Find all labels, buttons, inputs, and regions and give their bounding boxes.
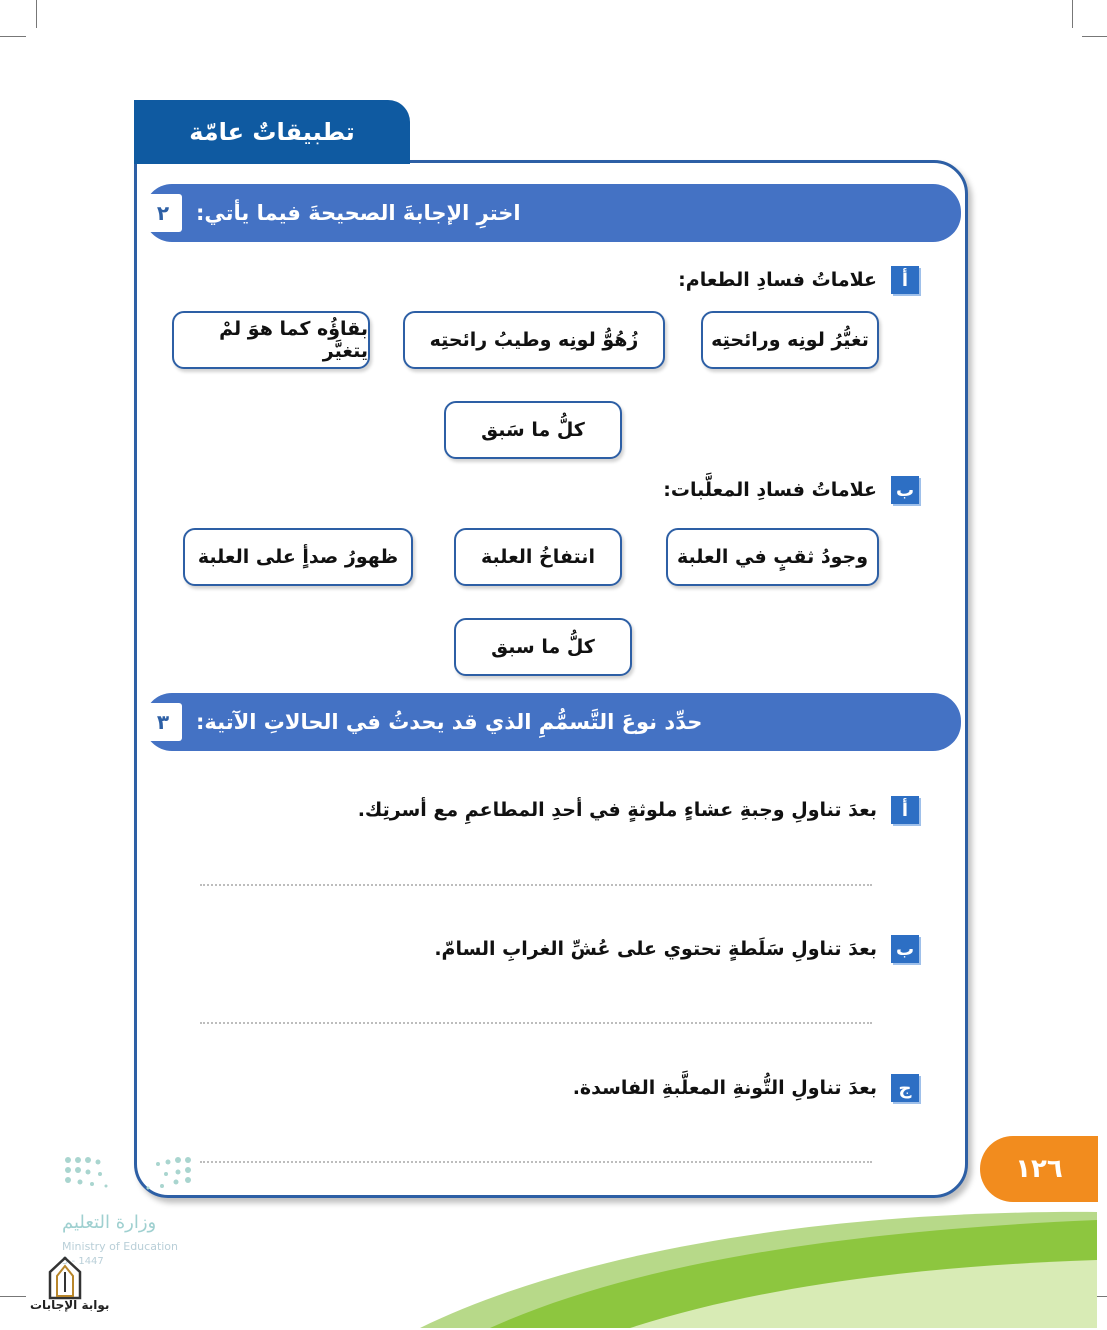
question-prompt: علاماتُ فسادِ الطعام: [678, 269, 877, 291]
question-letter: ج [891, 1074, 919, 1102]
question-a-header [678, 266, 919, 294]
answer-option[interactable] [454, 618, 632, 676]
case-text: بعدَ تناولِ وجبةِ عشاءٍ ملوثةٍ في أحدِ المطاعمِ مع أسرتِك. [357, 799, 877, 821]
option-label: كلُّ ما سَبق [481, 419, 585, 441]
case-text: بعدَ تناولِ سَلَطةٍ تحتوي على عُشِّ الغرابِ السامّ. [434, 938, 877, 960]
ministry-year: 5 - 1447 [62, 1256, 104, 1267]
tab-title-text: تطبيقاتٌ عامّة [189, 118, 355, 146]
section-instruction: اخترِ الإجابةَ الصحيحةَ فيما يأتي: [196, 201, 521, 225]
case-item [573, 1074, 919, 1102]
answer-option[interactable] [172, 311, 370, 369]
section-number: ٢ [144, 194, 182, 232]
portal-name: بوابة الإجابات [30, 1298, 110, 1312]
case-item [358, 796, 919, 824]
answer-option[interactable] [701, 311, 879, 369]
ministry-name-ar: وزارة التعليم [62, 1212, 157, 1233]
section-3-bar [144, 693, 961, 751]
answer-line[interactable] [200, 1022, 872, 1024]
answer-line[interactable] [200, 884, 872, 886]
answer-line[interactable] [200, 1161, 872, 1163]
question-letter: ب [891, 935, 919, 963]
question-prompt: علاماتُ فسادِ المعلَّبات: [663, 479, 877, 501]
crop-mark [0, 1296, 26, 1297]
page-number-badge [980, 1136, 1098, 1202]
page-number: ١٢٦ [1015, 1154, 1063, 1184]
option-label: زُهُوُّ لونِه وطيبُ رائحتِه [429, 329, 639, 351]
answer-option[interactable] [444, 401, 622, 459]
question-letter: أ [891, 796, 919, 824]
option-label: انتفاخُ العلبة [481, 546, 595, 568]
ministry-dots-icon [62, 1154, 222, 1204]
answer-option[interactable] [183, 528, 413, 586]
portal-logo-icon [44, 1256, 86, 1300]
crop-mark [36, 0, 37, 28]
page-title [134, 100, 410, 164]
case-item [434, 935, 919, 963]
answer-option[interactable] [454, 528, 622, 586]
question-letter: أ [891, 266, 919, 294]
crop-mark [1082, 36, 1107, 37]
section-instruction: حدِّد نوعَ التَّسمُّمِ الذي قد يحدثُ في الحالاتِ الآتية: [196, 710, 703, 734]
option-label: ظهورُ صدأٍ على العلبة [197, 546, 399, 568]
crop-mark [0, 36, 26, 37]
answer-option[interactable] [403, 311, 665, 369]
option-label: بقاؤُه كما هوَ لمْ يتغيَّر [219, 318, 368, 362]
option-label: تغيُّرُ لونِه ورائحتِه [711, 329, 869, 351]
option-label: كلُّ ما سبق [491, 636, 595, 658]
option-label: وجودُ ثقبٍ في العلبة [677, 546, 869, 568]
answer-option[interactable] [666, 528, 879, 586]
section-2-bar [144, 184, 961, 242]
section-number: ٣ [144, 703, 182, 741]
ministry-name-en: Ministry of Education [62, 1240, 179, 1253]
case-text: بعدَ تناولِ التُّونةِ المعلَّبةِ الفاسدة. [572, 1077, 877, 1099]
question-b-header [663, 476, 919, 504]
crop-mark [1072, 0, 1073, 28]
question-letter: ب [891, 476, 919, 504]
green-wave-decoration [380, 1190, 1107, 1328]
